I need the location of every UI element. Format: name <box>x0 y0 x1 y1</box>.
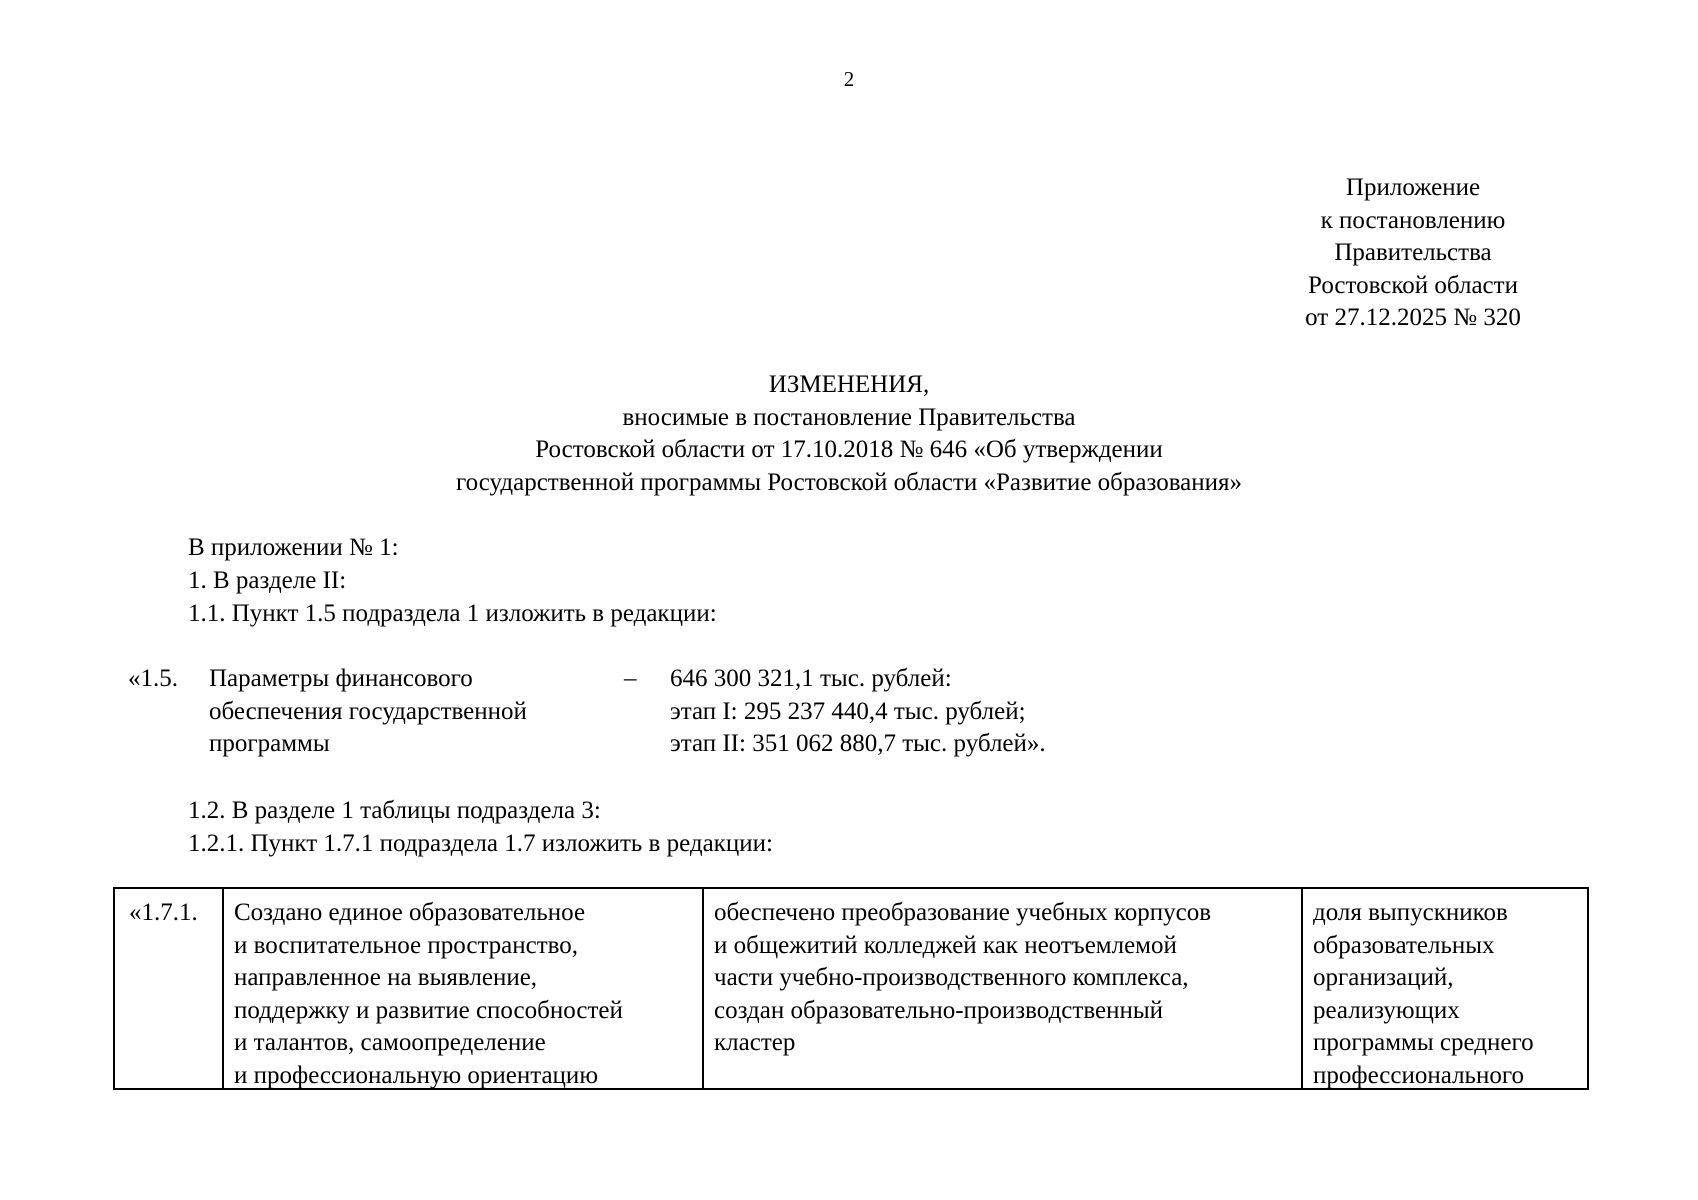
cell-line: и общежитий колледжей как неотъемлемой <box>714 931 1177 959</box>
cell-line: части учебно-производственного комплекса, <box>714 964 1189 991</box>
title-line: Ростовской области от 17.10.2018 № 646 «Об утверждении <box>535 436 1163 463</box>
cell-line: Создано единое образовательное <box>234 899 586 926</box>
page-number: 2 <box>843 67 855 91</box>
table-cell-number <box>115 889 222 1088</box>
table-cell-effect <box>702 889 1301 1088</box>
cell-line: и талантов, самоопределение <box>234 1029 546 1056</box>
section-1-2-1-line: 1.2.1. Пункт 1.7.1 подраздела 1.7 изложить в редакции: <box>188 830 773 857</box>
financing-label-line: обеспечения государственной <box>209 697 527 725</box>
cell-line: поддержку и развитие способностей <box>234 996 623 1024</box>
title-line: государственной программы Ростовской области «Развитие образования» <box>455 468 1243 496</box>
section-1-2-line: 1.2. В разделе 1 таблицы подраздела 3: <box>188 797 601 824</box>
intro-item-1-1: 1.1. Пункт 1.5 подраздела 1 изложить в редакции: <box>188 600 717 627</box>
appendix-header <box>1268 172 1558 335</box>
financing-dash: – <box>624 665 637 692</box>
appendix-line: Правительства <box>1334 239 1492 266</box>
financing-label-line: программы <box>209 730 330 757</box>
document-title <box>0 369 1698 499</box>
amendment-table <box>113 887 1589 1090</box>
cell-line: и воспитательное пространство, <box>234 931 579 959</box>
cell-line: организаций, <box>1313 964 1454 991</box>
intro-appendix-1: В приложении № 1: <box>188 534 399 561</box>
cell-line: профессионального <box>1313 1061 1524 1088</box>
cell-line: образовательных <box>1313 931 1495 959</box>
cell-line: реализующих <box>1313 996 1460 1024</box>
cell-line: доля выпускников <box>1313 899 1508 926</box>
table-cell-result <box>222 889 702 1088</box>
title-line: вносимые в постановление Правительства <box>622 403 1076 431</box>
appendix-line: к постановлению <box>1320 206 1506 234</box>
financing-item-number: «1.5. <box>128 665 178 692</box>
appendix-date-number: от 27.12.2025 № 320 <box>1305 304 1521 331</box>
title-heading: ИЗМЕНЕНИЯ, <box>768 371 930 398</box>
cell-line: программы среднего <box>1313 1029 1534 1056</box>
financing-stage-1: этап I: 295 237 440,4 тыс. рублей; <box>670 697 1026 725</box>
financing-label-line: Параметры финансового <box>209 665 473 692</box>
cell-line: направленное на выявление, <box>234 964 538 991</box>
row-number: «1.7.1. <box>129 899 198 926</box>
financing-values <box>670 663 1046 761</box>
cell-line: обеспечено преобразование учебных корпусов <box>714 899 1212 926</box>
financing-label <box>209 663 599 761</box>
cell-line: и профессиональную ориентацию <box>234 1061 598 1088</box>
appendix-line: Приложение <box>1345 174 1481 201</box>
intro-section-ii: 1. В разделе II: <box>188 567 347 594</box>
financing-stage-2: этап II: 351 062 880,7 тыс. рублей». <box>670 730 1046 757</box>
financing-total: 646 300 321,1 тыс. рублей: <box>670 665 952 692</box>
appendix-line: Ростовской области <box>1308 271 1518 299</box>
cell-line: создан образовательно-производственный <box>714 996 1164 1024</box>
table-cell-indicator <box>1301 889 1587 1088</box>
cell-line: кластер <box>714 1029 796 1056</box>
